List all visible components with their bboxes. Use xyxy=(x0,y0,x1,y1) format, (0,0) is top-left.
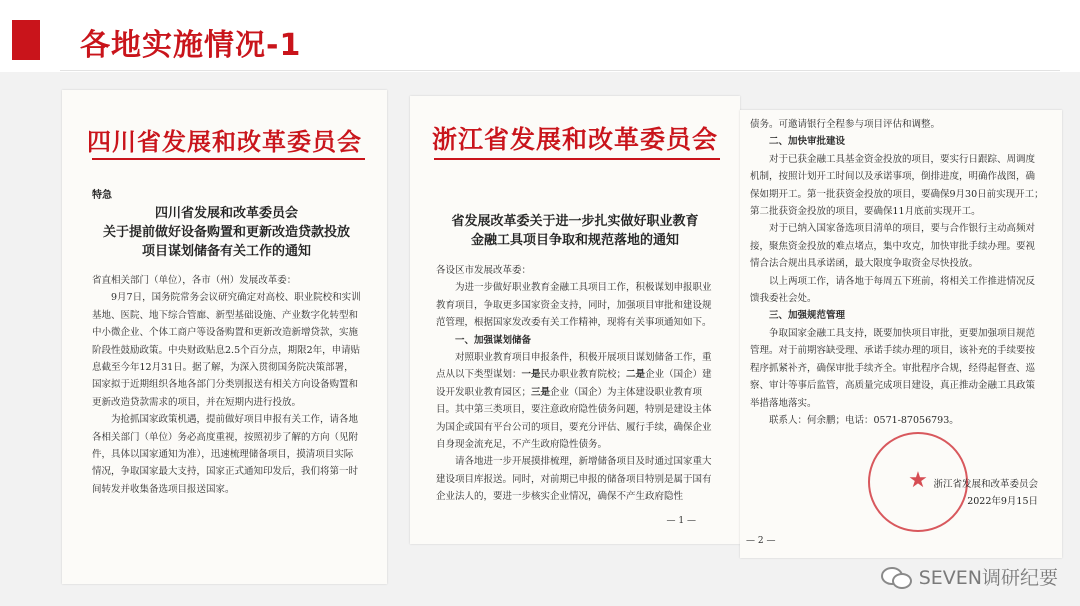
sichuan-letterhead: 四川省发展和改革委员会 xyxy=(87,127,362,156)
zhejiang-letterhead: 浙江省发展和改革委员会 xyxy=(431,125,718,154)
continued-text: 债务。可邀请银行全程参与项目评估和调整。 xyxy=(750,119,941,130)
zhejiang-paragraph: 对于已纳入国家备选项目清单的项目，要与合作银行主动高频对接，聚焦资金投放的难点堵点，集中攻克，加快审批手续办理。要视情合法合规出具承诺函，最大限度争取资金尽快投放。 xyxy=(750,223,1036,270)
zhejiang-paragraph: 以上两项工作，请各地于每周五下班前，将相关工作推进情况反馈我委社会处。 xyxy=(750,275,1036,305)
signature-date: 2022年9月15日 xyxy=(967,496,1038,507)
zhejiang-paragraph: 请各地进一步开展摸排梳理，新增储备项目及时通过国家重大建设项目库报送。同时，对前期已申报的储备项目特别是属于国有企业法人的，要进一步核实企业情况，确保不产生政府隐性 xyxy=(436,456,712,503)
sichuan-salutation: 省直相关部门（单位），各市（州）发展改革委： xyxy=(92,275,297,286)
sichuan-red-rule xyxy=(92,158,365,160)
signature-block xyxy=(933,476,1038,510)
section-heading: 一、加强谋划储备 xyxy=(455,334,532,346)
page-number: — 2 — xyxy=(746,536,776,546)
sichuan-paragraph: 为抢抓国家政策机遇，提前做好项目申报有关工作，请各地各相关部门（单位）务必高度重视，按照初步了解的方向（见附件，具体以国家通知为准），迅速梳理储备项目，摸清项目实际情况，争取国家最大支持，国家正式通知印发后，我们将第一时间转发并收集备选项目报送国家。 xyxy=(92,414,359,495)
slide-header xyxy=(0,0,1080,72)
zhejiang-paragraph: 争取国家金融工具支持，既要加快项目审批，更要加强项目规范管理。对于前期容缺受理、承诺手续办理的项目，该补充的手续要按程序抓紧补齐，确保审批手续齐全。审批程序合规，经得起督查、巡察、审计等事后监管，高质量完成项目建设，真正推动金融工具政策举措落地落实。 xyxy=(750,327,1036,409)
sichuan-notice-body xyxy=(92,272,361,498)
contact-line: 联系人：何余鹏；电话：0571-87056793。 xyxy=(769,414,959,426)
zhejiang-page2-body xyxy=(750,116,1044,429)
header-accent-bar xyxy=(12,20,40,60)
page-number: — 1 — xyxy=(666,516,696,526)
header-divider xyxy=(60,70,1060,71)
urgent-label: 特急 xyxy=(92,190,112,201)
zhejiang-intro: 为进一步做好职业教育金融工具项目工作，积极谋划申报职业教育项目，争取更多国家资金支持，同时，加强项目审批和建设规范管理，根据国家发改委有关工作精神，现将有关事项通知如下。 xyxy=(436,282,712,329)
zhejiang-notice-body xyxy=(436,262,720,506)
sichuan-paragraph: 9月7日，国务院常务会议研究确定对高校、职业院校和实训基地、医院、地下综合管廊、新型基础设施、产业数字化转型和中小微企业、个体工商户等设备购置和更新改造新增贷款，实施阶段性鼓励政策。中央财政贴息2.5个百分点，期限2年，申请贴息截至今年12月31日。据了解，为深入贯彻国务院决策部署，国家拟于近期组织各地各部门分类别报送有相关方向设备购置和更新改造贷款需求的项目，并在短期内进行投放。 xyxy=(92,292,361,408)
zhejiang-paragraph: 对照职业教育项目申报条件，积极开展项目谋划储备工作，重点从以下类型谋划：一是民办职业教育院校；二是企业（国企）建设开发职业教育园区；三是企业（国企）为主体建设职业教育项目。其中第三类项目，要注意政府隐性债务问题，特别是建设主体为国企或国有平台公司的项目，要充分评估、履行手续，确保企业自身现金流充足，不产生政府隐性债务。 xyxy=(436,352,712,451)
watermark xyxy=(881,563,1058,590)
wechat-icon xyxy=(881,565,913,589)
section-heading: 二、加快审批建设 xyxy=(769,136,846,148)
zhejiang-document-page-1 xyxy=(410,96,740,544)
zhejiang-notice-title: 省发展改革委关于进一步扎实做好职业教育 金融工具项目争取和规范落地的通知 xyxy=(451,214,699,248)
zhejiang-document-page-2 xyxy=(740,110,1062,558)
section-heading: 三、加强规范管理 xyxy=(769,310,846,322)
watermark-text: SEVEN调研纪要 xyxy=(918,567,1058,589)
slide-title: 各地实施情况-1 xyxy=(80,28,302,63)
sichuan-document xyxy=(62,90,387,584)
seal-star-icon: ★ xyxy=(908,468,928,493)
zhejiang-salutation: 各设区市发展改革委： xyxy=(436,265,532,276)
sichuan-notice-title: 四川省发展和改革委员会 关于提前做好设备购置和更新改造贷款投放 项目谋划储备有关工作的通知 xyxy=(102,206,350,259)
zhejiang-paragraph: 对于已获金融工具基金资金投放的项目，要实行日跟踪、周调度机制，按照计划开工时间以及承诺事项，倒排进度，明确作战图，确保如期开工。第一批获资金投放的项目，要确保9月30日前实现开工；第二批获资金投放的项目，要确保11月底前实现开工。 xyxy=(750,153,1044,218)
zhejiang-red-rule xyxy=(434,158,720,160)
signature-org: 浙江省发展和改革委员会 xyxy=(933,479,1038,490)
